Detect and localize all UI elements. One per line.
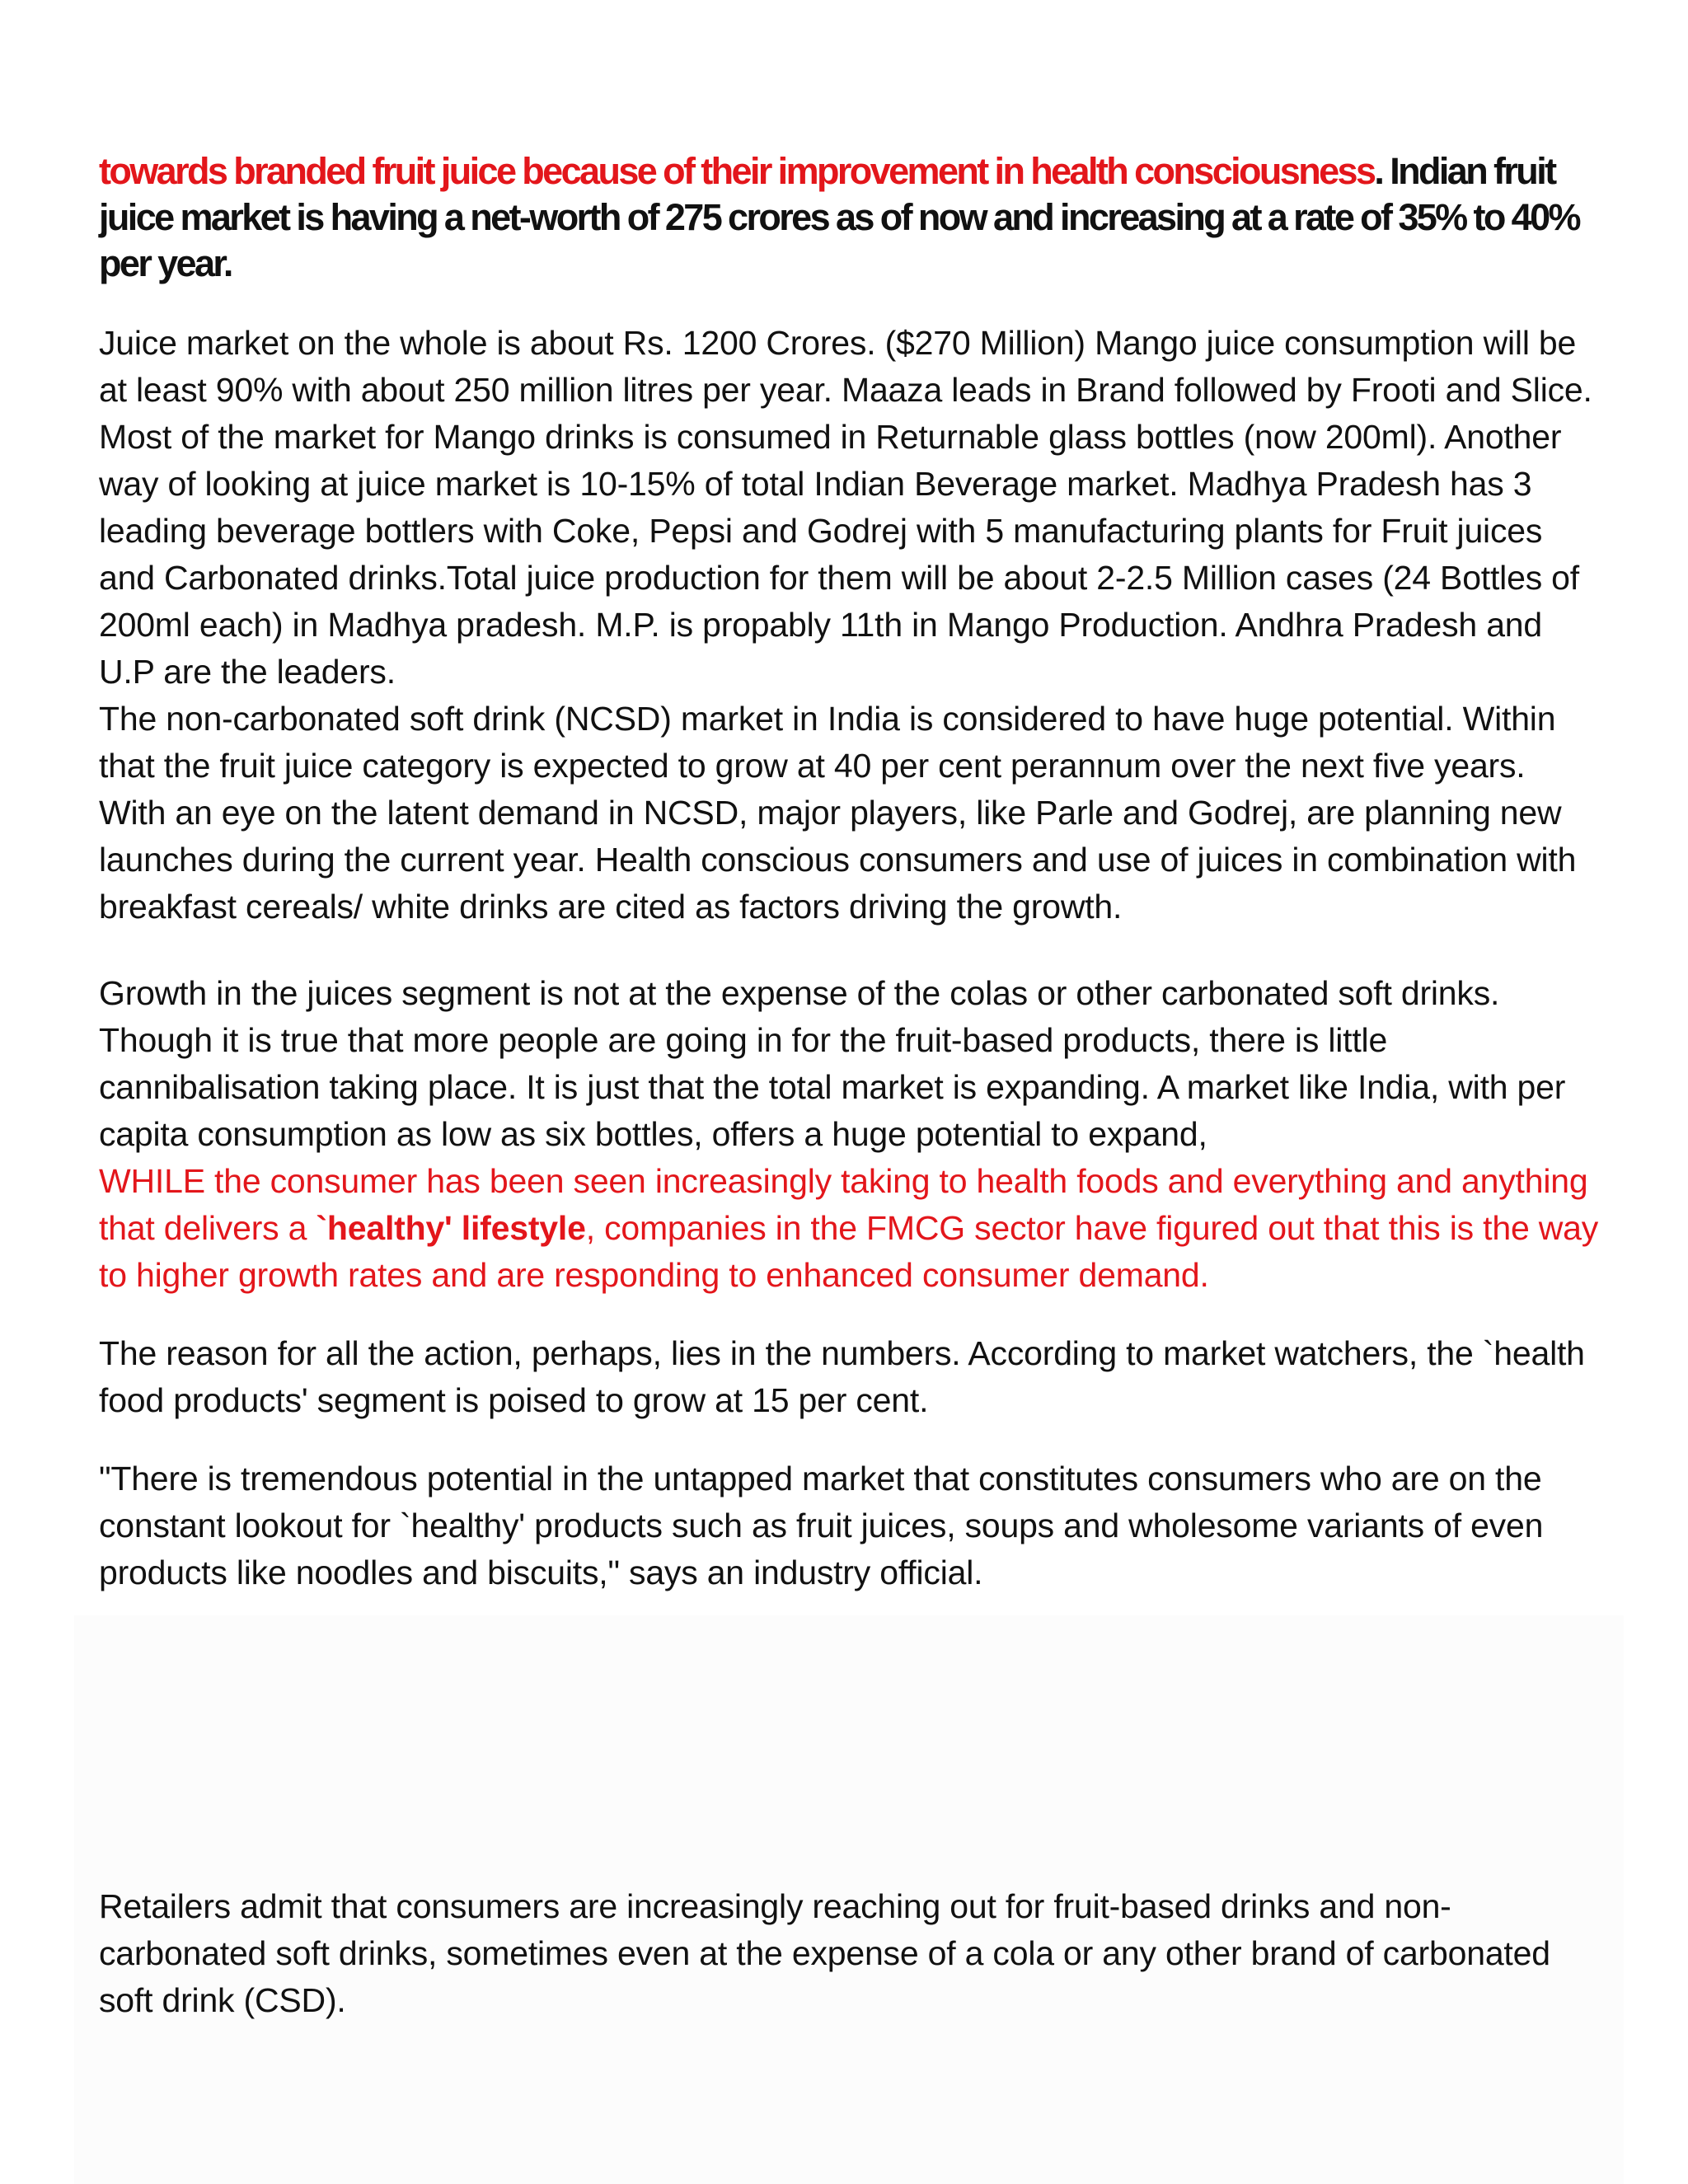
lead-period: . — [1374, 150, 1383, 192]
juice-market-text: Juice market on the whole is about Rs. 1200 Crores. ($270 Million) Mango juice consumption will be at least 90% with about 250 million litres per year. Maaza leads in Brand followed by Frooti and Slice. Most of the market for Mango drinks is consumed in Returnable glass bottles (now 200ml). Another way of looking at juice market is 10-15% of total Indian Beverage market. Madhya Pradesh has 3 leading beverage bottlers with Coke, Pepsi and Godrej with 5 manufacturing plants for Fruit juices and Carbonated drinks.Total juice production for them will be about 2-2.5 Million cases (24 Bottles of 200ml each) in Madhya pradesh. M.P. is propably 11th in Mango Production. Andhra Pradesh and U.P are the leaders. — [99, 324, 1592, 691]
retailers-paragraph: Retailers admit that consumers are increasingly reaching out for fruit-based drinks and non-carbonated soft drinks, sometimes even at the expense of a cola or any other brand of carbonated soft drink (CSD). — [99, 1887, 1550, 2019]
ncsd-market-text: The non-carbonated soft drink (NCSD) market in India is considered to have huge potential. Within that the fruit juice category is expected to grow at 40 per cent perannum over the next five years. With an eye on the latent demand in NCSD, major players, like Parle and Godrej, are planning new launches during the current year. Health conscious consumers and use of juices in combination with breakfast cereals/ white drinks are cited as factors driving the growth. — [99, 700, 1577, 926]
growth-text: Growth in the juices segment is not at the expense of the colas or other carbonated soft drinks. Though it is true that more people are going in for the fruit-based products, there is little cannibalisation taking place. It is just that the total market is expanding. A market like India, with per capita consumption as low as six bottles, offers a huge potential to expand, — [99, 974, 1566, 1153]
fmcg-red-text — [99, 1158, 1599, 1299]
fmcg-red-after: , companies in the FMCG sector have figured out that this is the way to higher growth rates and are responding to enhanced consumer demand. — [99, 1209, 1599, 1294]
juice-market-paragraph — [99, 320, 1599, 930]
fmcg-red-before: WHILE the consumer has been seen increasingly taking to health foods and everything and anything that delivers a — [99, 1162, 1588, 1247]
lead-paragraph — [99, 148, 1599, 287]
industry-quote-paragraph: "There is tremendous potential in the untapped market that constitutes consumers who are on the constant lookout for `healthy' products such as fruit juices, soups and wholesome variants of even products like noodles and biscuits," says an industry official. — [99, 1460, 1544, 1591]
growth-paragraph — [99, 970, 1599, 1299]
lead-red-text: towards branded fruit juice because of their improvement in health consciousness — [99, 150, 1375, 192]
lead-black-text: Indian fruit juice market is having a net-worth of 275 crores as of now and increasing at a rate of 35% to 40% per year. — [99, 150, 1579, 284]
healthy-lifestyle-bold: `healthy' lifestyle — [316, 1209, 586, 1247]
numbers-paragraph: The reason for all the action, perhaps, lies in the numbers. According to market watchers, the `health food products' segment is poised to grow at 15 per cent. — [99, 1334, 1585, 1419]
document-body — [99, 148, 1599, 1628]
